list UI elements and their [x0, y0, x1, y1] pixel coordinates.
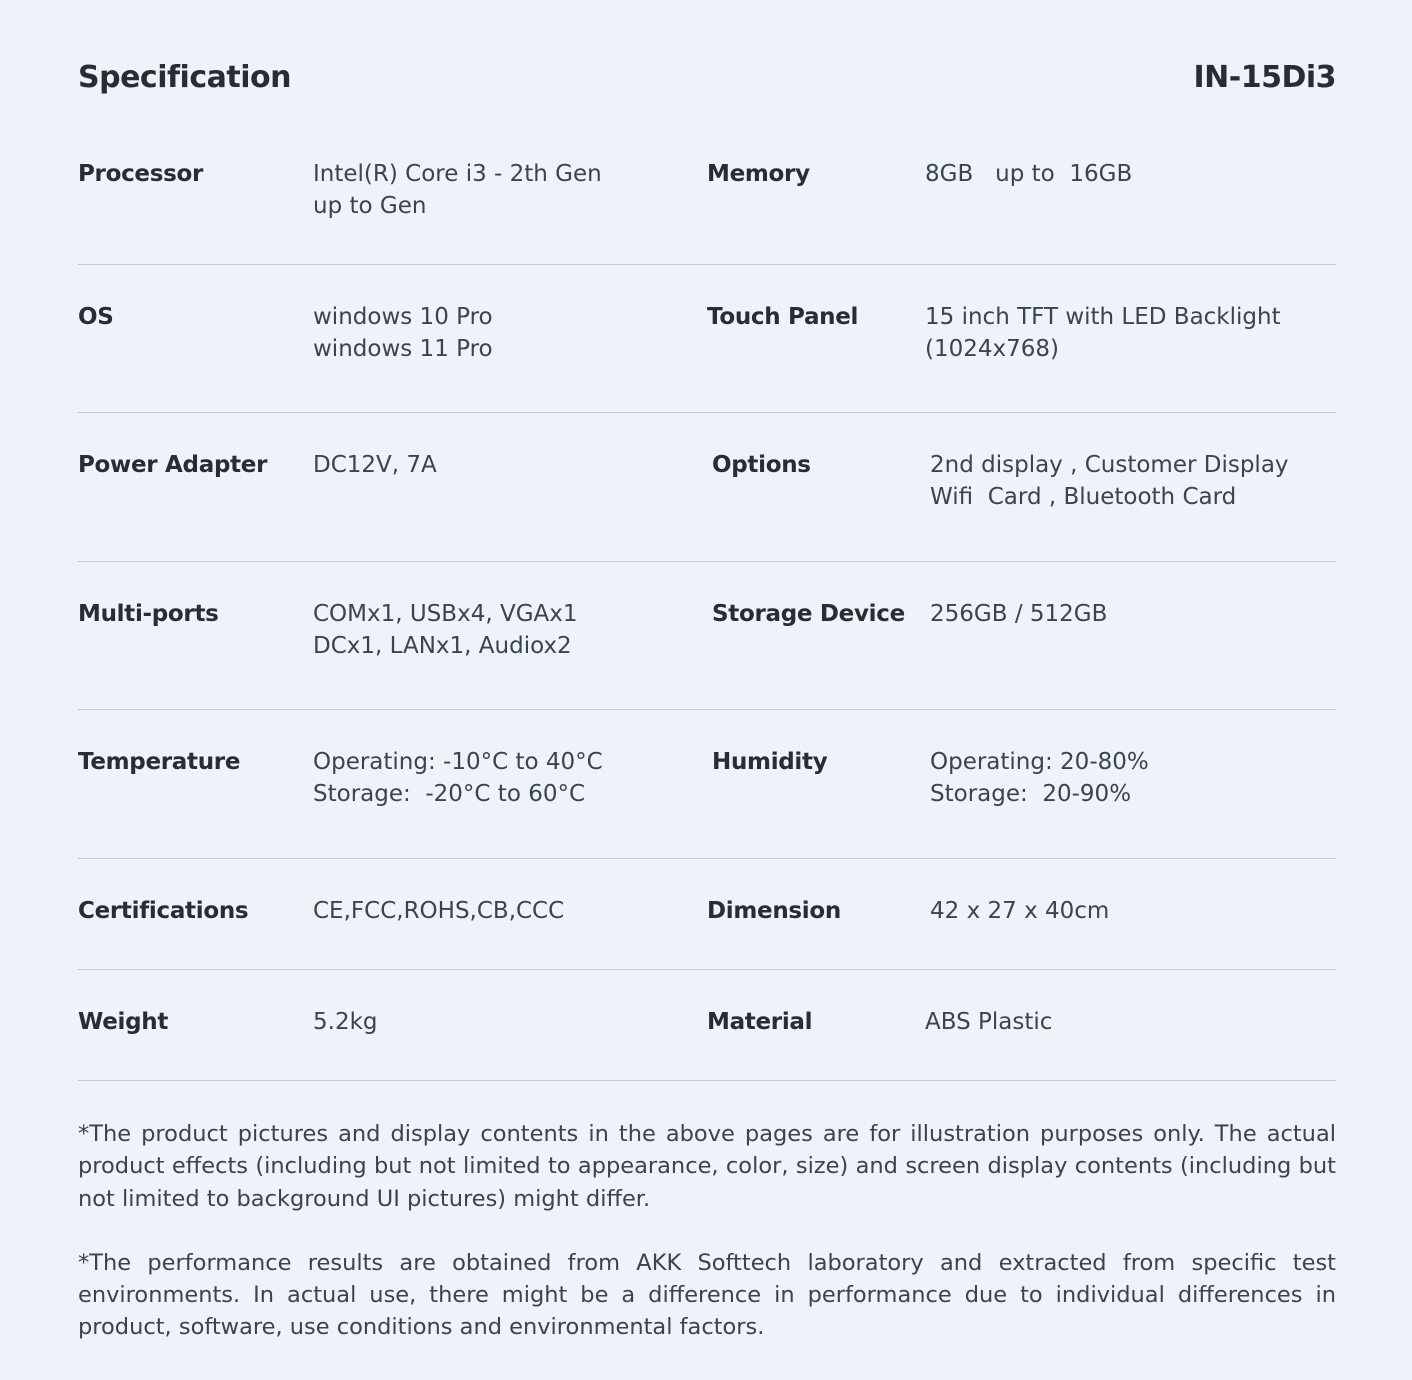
- spec-value: [313, 158, 602, 222]
- spec-label: Options: [712, 452, 811, 478]
- spec-value-line: 42 x 27 x 40cm: [930, 898, 1110, 924]
- spec-label: Dimension: [707, 898, 841, 924]
- spec-value-line: 256GB / 512GB: [930, 601, 1108, 627]
- spec-row: [78, 895, 1336, 970]
- spec-value: [313, 449, 437, 481]
- spec-value-line: COMx1, USBx4, VGAx1: [313, 601, 578, 627]
- spec-label: Weight: [78, 1009, 169, 1035]
- spec-value: [313, 301, 493, 365]
- spec-value: [930, 449, 1289, 513]
- spec-label: Certifications: [78, 898, 249, 924]
- spec-row: [78, 746, 1336, 859]
- spec-row: [78, 449, 1336, 562]
- spec-label: Processor: [78, 161, 204, 187]
- spec-value-line: Storage: -20°C to 60°C: [313, 781, 586, 807]
- spec-value: [930, 598, 1107, 630]
- spec-value: [313, 895, 564, 927]
- disclaimer-note: *The product pictures and display contents in the above pages are for illustration purposes only. The actual product effects (including but not limited to appearance, color, size) and screen display contents (including but not limited to background UI pictures) might differ.: [78, 1121, 1336, 1212]
- spec-value: [313, 746, 603, 810]
- spec-row: [78, 158, 1336, 265]
- page-title: Specification: [78, 60, 291, 95]
- spec-value-line: DCx1, LANx1, Audiox2: [313, 633, 572, 659]
- spec-label: Temperature: [78, 749, 241, 775]
- spec-label: Humidity: [712, 749, 828, 775]
- spec-value: [313, 1006, 378, 1038]
- spec-label: Touch Panel: [707, 304, 859, 330]
- spec-value-line: ABS Plastic: [925, 1009, 1053, 1035]
- spec-value: [313, 598, 578, 662]
- spec-value-line: DC12V, 7A: [313, 452, 437, 478]
- spec-row: [78, 598, 1336, 710]
- model-name: IN-15Di3: [1193, 60, 1336, 95]
- spec-value-line: 8GB up to 16GB: [925, 161, 1133, 187]
- spec-value: [925, 301, 1281, 365]
- spec-value-line: windows 11 Pro: [313, 336, 493, 362]
- spec-label: Storage Device: [712, 601, 905, 627]
- spec-row: [78, 1006, 1336, 1081]
- spec-label: Multi-ports: [78, 601, 219, 627]
- spec-value-line: 5.2kg: [313, 1009, 378, 1035]
- spec-value: [925, 1006, 1052, 1038]
- spec-value-line: Operating: -10°C to 40°C: [313, 749, 603, 775]
- spec-value-line: Storage: 20-90%: [930, 781, 1132, 807]
- spec-value-line: windows 10 Pro: [313, 304, 493, 330]
- spec-value-line: CE,FCC,ROHS,CB,CCC: [313, 898, 565, 924]
- spec-value-line: (1024x768): [925, 336, 1059, 362]
- spec-label: OS: [78, 304, 114, 330]
- disclaimer-notes: [78, 1118, 1336, 1376]
- spec-value-line: 15 inch TFT with LED Backlight: [925, 304, 1281, 330]
- disclaimer-note: *The performance results are obtained from AKK Softtech laboratory and extracted from specific test environments. In actual use, there might be a difference in performance due to individual differences in product, software, use conditions and environmental factors.: [78, 1249, 1336, 1341]
- spec-label: Power Adapter: [78, 452, 268, 478]
- spec-header: [78, 60, 1336, 95]
- spec-label: Memory: [707, 161, 810, 187]
- spec-value-line: Operating: 20-80%: [930, 749, 1149, 775]
- spec-value-line: 2nd display , Customer Display: [930, 452, 1289, 478]
- spec-value-line: Wifi Card , Bluetooth Card: [930, 484, 1237, 510]
- spec-value: [925, 158, 1132, 190]
- spec-value-line: up to Gen: [313, 193, 427, 219]
- spec-value: [930, 746, 1149, 810]
- spec-label: Material: [707, 1009, 813, 1035]
- spec-value-line: Intel(R) Core i3 - 2th Gen: [313, 161, 602, 187]
- spec-value: [930, 895, 1109, 927]
- spec-row: [78, 301, 1336, 413]
